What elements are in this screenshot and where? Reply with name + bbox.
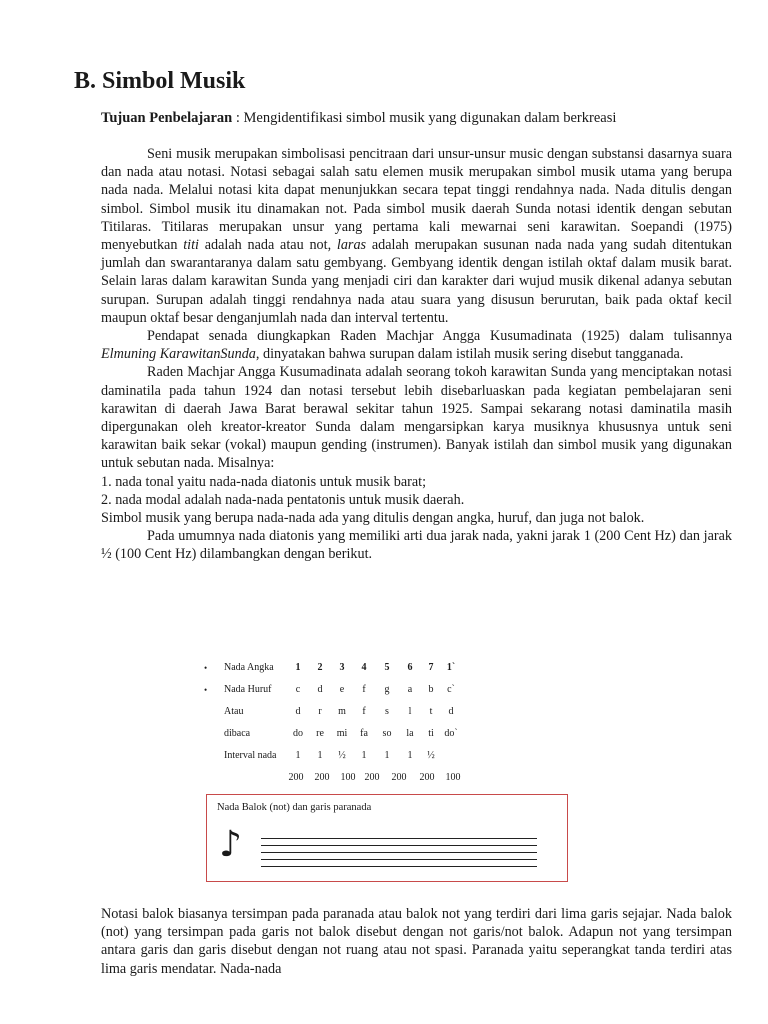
- table-cell: 1: [384, 750, 390, 761]
- staff-line: [261, 852, 537, 853]
- cent-value: 200: [314, 772, 330, 783]
- cent-value: 200: [288, 772, 304, 783]
- bullet: •: [204, 663, 208, 673]
- table-cell: t: [429, 706, 433, 717]
- objective-text: Mengidentifikasi simbol musik yang digunakan dalam berkreasi: [243, 110, 617, 126]
- paragraph-4: Simbol musik yang berupa nada-nada ada yang ditulis dengan angka, huruf, dan juga not balok.: [101, 510, 645, 527]
- list-item-2: 2. nada modal adalah nada-nada pentatonis untuk musik daerah.: [101, 491, 465, 508]
- staff-caption: Nada Balok (not) dan garis paranada: [217, 802, 372, 813]
- eighth-note-icon: ♪: [219, 824, 242, 865]
- staff-line: [261, 859, 537, 860]
- bullet: •: [204, 685, 208, 695]
- table-cell: d: [448, 706, 454, 717]
- table-cell: 4: [361, 662, 367, 673]
- cent-value: 100: [340, 772, 356, 783]
- table-row-cents: [200, 767, 500, 789]
- paragraph-1: [101, 145, 732, 327]
- body-text-continued: [101, 905, 732, 978]
- table-row-nada-huruf: [200, 679, 500, 701]
- table-cell: 1: [361, 750, 367, 761]
- table-cell: 1: [407, 750, 413, 761]
- note-notation-table: [200, 657, 500, 789]
- objective-label: Tujuan Penbelajaran: [101, 110, 233, 126]
- table-cell: re: [316, 728, 324, 739]
- section-heading: B. Simbol Musik: [74, 68, 246, 94]
- body-text: [101, 145, 732, 564]
- table-cell: 5: [384, 662, 390, 673]
- table-row-atau: [200, 701, 500, 723]
- table-cell: 3: [339, 662, 345, 673]
- paragraph-5: Pada umumnya nada diatonis yang memiliki arti dua jarak nada, yakni jarak 1 (200 Cent Hz) dan jarak ½ (100 Cent Hz) dilambangkan dengan berikut.: [101, 528, 732, 563]
- table-cell: do: [293, 728, 303, 739]
- table-cell: do`: [444, 728, 458, 739]
- table-cell: s: [385, 706, 389, 717]
- row-label: Nada Angka: [224, 662, 274, 673]
- paragraph-2: [101, 327, 732, 363]
- table-cell: a: [407, 684, 413, 695]
- table-cell: l: [408, 706, 412, 717]
- list-item-1: 1. nada tonal yaitu nada-nada diatonis untuk musik barat;: [101, 473, 427, 490]
- table-cell: c`: [447, 684, 455, 695]
- paragraph-2-text-a: Pendapat senada diungkapkan Raden Machjar Angga Kusumadinata (1925) dalam tulisannya: [147, 328, 732, 345]
- cent-value: 100: [445, 772, 461, 783]
- row-label: Nada Huruf: [224, 684, 272, 695]
- table-cell: ½: [427, 750, 435, 761]
- table-cell: e: [339, 684, 345, 695]
- table-row-nada-angka: [200, 657, 500, 679]
- table-row-dibaca: [200, 723, 500, 745]
- staff-line: [261, 845, 537, 846]
- table-cell: 7: [428, 662, 434, 673]
- table-cell: b: [428, 684, 434, 695]
- term-laras: laras: [336, 237, 367, 254]
- objective-separator: :: [232, 110, 244, 126]
- row-label: dibaca: [224, 728, 251, 739]
- book-title: Elmuning KarawitanSunda: [101, 346, 256, 363]
- table-cell: f: [362, 684, 366, 695]
- paragraph-6: Notasi balok biasanya tersimpan pada paranada atau balok not yang terdiri dari lima garis sejajar. Nada balok (not) yang tersimpan pada garis not balok disebut dengan not garis/not balok. Adapun not yang tersimpan antara garis dan garis disebut dengan not ruang atau not spasi. Paranada yaitu seperangkat tanda terdiri atas lima garis mendatar. Nada-nada: [101, 906, 732, 977]
- paragraph-1-text-a: Seni musik merupakan simbolisasi pencitraan dari unsur-unsur music dengan substansi dasarnya suara dan nada atau notasi. Notasi sebagai salah satu elemen musik merupakan simbol musik utama yang berupa nada nada. Melalui notasi kita dapat menunjukkan secara tepat tinggi rendahnya nada. Nada ditulis dengan simbol. Simbol musik itu dinamakan not. Pada simbol musik daerah Sunda notasi identik dengan sebutan Titilaras. Titilaras merupakan unsur yang pertama kali mewarnai seni karawitan. Soepandi (1975) menyebutkan: [101, 146, 732, 254]
- table-cell: d: [295, 706, 301, 717]
- cent-value: 200: [391, 772, 407, 783]
- paragraph-1-text-c: adalah merupakan susunan nada nada yang sudah ditentukan jumlah dan swarantaranya dalam satu gembyang. Gembyang identik dengan istilah oktaf dalam musik barat. Selain laras dalam karawitan Sunda yang menjadi ciri dan karakter dari wujud musik dikenal adanya sebutan surupan. Surupan adalah tinggi rendahnya nada atau suara yang disusun berurutan, baik pada oktaf kecil maupun oktaf besar denganjumlah nada dan interval tertentu.: [101, 237, 733, 326]
- table-cell: 1: [295, 662, 301, 673]
- table-cell: 1`: [446, 662, 456, 673]
- table-cell: fa: [360, 728, 368, 739]
- table-cell: d: [317, 684, 323, 695]
- table-cell: f: [362, 706, 366, 717]
- row-label: Interval nada: [224, 750, 277, 761]
- term-titi: titi: [183, 237, 199, 254]
- staff-line: [261, 866, 537, 867]
- table-cell: m: [338, 706, 346, 717]
- table-cell: r: [318, 706, 322, 717]
- table-cell: 1: [295, 750, 301, 761]
- staff-lines: [261, 838, 537, 873]
- table-cell: so: [382, 728, 392, 739]
- table-cell: c: [295, 684, 301, 695]
- paragraph-2-text-b: , dinyatakan bahwa surupan dalam istilah musik sering disebut tangganada.: [255, 346, 684, 363]
- staff-figure: [206, 794, 568, 882]
- cent-value: 200: [364, 772, 380, 783]
- table-cell: la: [406, 728, 414, 739]
- table-cell: ½: [338, 750, 346, 761]
- table-cell: 1: [317, 750, 323, 761]
- table-row-interval: [200, 745, 500, 767]
- table-cell: 2: [317, 662, 323, 673]
- table-cell: g: [384, 684, 390, 695]
- paragraph-3: Raden Machjar Angga Kusumadinata adalah seorang tokoh karawitan Sunda yang menciptakan notasi daminatila pada tahun 1924 dan notasi tersebut lebih disebarluaskan pada kegiatan pembelajaran seni karawitan di daerah Jawa Barat berawal sekitar tahun 1925. Sampai sekarang notasi daminatila masih dipergunakan oleh kreator-kreator Sunda dalam mengarsipkan karya musiknya khususnya untuk seni karawitan baik sekar (vokal) maupun gending (instrumen). Banyak istilah dan simbol musik yang digunakan untuk sebutan nada. Misalnya:: [101, 364, 732, 472]
- row-label: Atau: [224, 706, 244, 717]
- table-cell: ti: [428, 728, 434, 739]
- table-cell: mi: [336, 728, 348, 739]
- table-cell: 6: [407, 662, 413, 673]
- learning-objective: [101, 108, 733, 128]
- paragraph-1-text-b: adalah nada atau not,: [198, 237, 337, 254]
- cent-value: 200: [419, 772, 435, 783]
- staff-line: [261, 838, 537, 839]
